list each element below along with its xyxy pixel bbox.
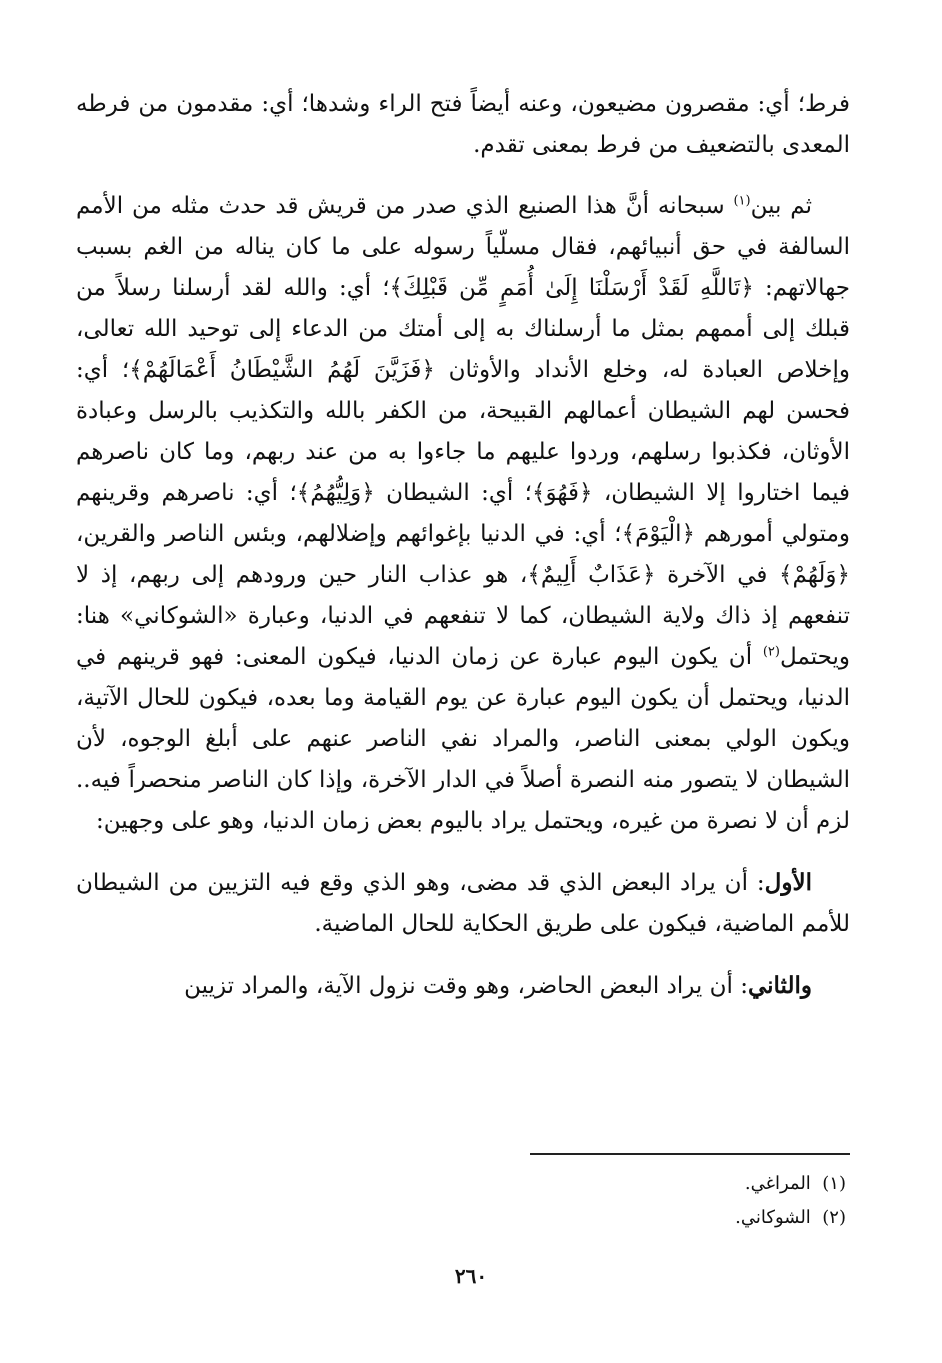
text-segment: ، هو عذاب النار حين ورودهم إلى ربهم، إذ لا تنفعهم إذ ذاك ولاية الشيطان، كما لا تنفعهم في الدنيا، وعبارة «الشوكاني» هنا: ويحتمل xyxy=(76,562,850,670)
text-segment: أن يكون اليوم عبارة عن زمان الدنيا، فيكون المعنى: فهو قرينهم في الدنيا، ويحتمل أن يكون اليوم عبارة عن يوم القيامة وما بعده، فيكون للحال الآتية، ويكون الولي بمعنى الناصر، والمراد نفي الناصر عنهم على أبلغ الوجوه، لأن الشيطان لا يتصور منه النصرة أصلاً في الدار الآخرة، وإذا كان الناصر منحصراً فيه.. لزم أن لا نصرة من غيره، ويحتمل يراد باليوم بعض زمان الدنيا، وهو على وجهين: xyxy=(76,644,850,834)
paragraph-1: فرط؛ أي: مقصرون مضيعون، وعنه أيضاً فتح الراء وشدها؛ أي: مقدمون من فرطه المعدى بالتضعيف من فرط بمعنى تقدم. xyxy=(76,91,850,158)
quran-quote: ﴿وَلَهُمْ﴾ xyxy=(779,562,851,588)
paragraph-4 xyxy=(76,965,850,1007)
quran-quote: ﴿تَاللَّهِ لَقَدْ أَرْسَلْنَا إِلَىٰ أُمَمٍ مِّن قَبْلِكَ﴾ xyxy=(389,275,754,301)
footnote-text: الشوكاني. xyxy=(735,1207,811,1228)
text-segment: ؛ أي: الشيطان xyxy=(374,480,532,506)
main-text-block xyxy=(76,84,850,1007)
term-first: الأول xyxy=(764,869,812,896)
footnote-2 xyxy=(446,1201,846,1235)
paragraph-2 xyxy=(76,186,850,842)
text-segment: ؛ أي: فحسن لهم الشيطان أعمالهم القبيحة، من الكفر بالله والتكذيب بالرسل وعبادة الأوثان، فكذبوا رسلهم، وردوا عليهم ما جاءوا به من عند ربهم، وما كان ناصرهم فيما اختاروا إلا الشيطان، xyxy=(76,357,851,506)
quran-quote: ﴿الْيَوْمَ﴾ xyxy=(621,521,696,547)
quran-quote: ﴿فَزَيَّنَ لَهُمُ الشَّيْطَانُ أَعْمَالَهُمْ﴾ xyxy=(129,357,435,383)
quran-quote: ﴿عَذَابٌ أَلِيمٌ﴾ xyxy=(527,562,656,588)
quran-quote: ﴿فَهُوَ﴾ xyxy=(532,480,593,506)
footnote-ref-2: (٢) xyxy=(762,644,780,660)
text-segment: : أن يراد البعض الذي قد مضى، وهو الذي وقع فيه التزيين من الشيطان للأمم الماضية، فيكون على طريق الحكاية للحال الماضية. xyxy=(76,870,850,937)
footnote-ref-1: (١) xyxy=(733,193,751,209)
footnote-number: (١) xyxy=(822,1173,846,1194)
footnote-text: المراغي. xyxy=(744,1173,811,1194)
footnote-1 xyxy=(446,1167,846,1201)
quran-quote: ﴿وَلِيُّهُمُ﴾ xyxy=(296,480,375,506)
text-segment: سبحانه أنَّ هذا الصنيع الذي صدر من قريش قد حدث مثله من الأمم السالفة في حق أنبيائهم، فقال مسلّياً رسوله على ما كان يناله من الغم بسبب جهالاتهم: xyxy=(76,193,851,301)
footnote-number: (٢) xyxy=(822,1207,846,1228)
text-segment: : أن يراد البعض الحاضر، وهو وقت نزول الآية، والمراد تزيين xyxy=(184,973,748,999)
text-segment: في الآخرة xyxy=(655,562,780,588)
footnotes xyxy=(446,1167,846,1235)
text-segment: ؛ أي: والله لقد أرسلنا رسلاً من قبلك إلى أممهم بمثل ما أرسلناك به إلى أمتك من الدعاء إلى توحيد الله تعالى، وإخلاص العبادة له، وخلع الأنداد والأوثان xyxy=(76,275,850,383)
text-segment: ثم بين xyxy=(750,193,812,219)
term-second: والثاني xyxy=(747,972,812,999)
page-number: ٢٦٠ xyxy=(454,1264,488,1288)
paragraph-3 xyxy=(76,862,850,945)
footnote-divider xyxy=(530,1153,850,1155)
text-segment: ؛ أي: ناصرهم وقرينهم ومتولي أمورهم xyxy=(76,480,850,547)
text-segment: ؛ أي: في الدنيا بإغوائهم وإضلالهم، وبئس الناصر والقرين، xyxy=(76,521,622,547)
